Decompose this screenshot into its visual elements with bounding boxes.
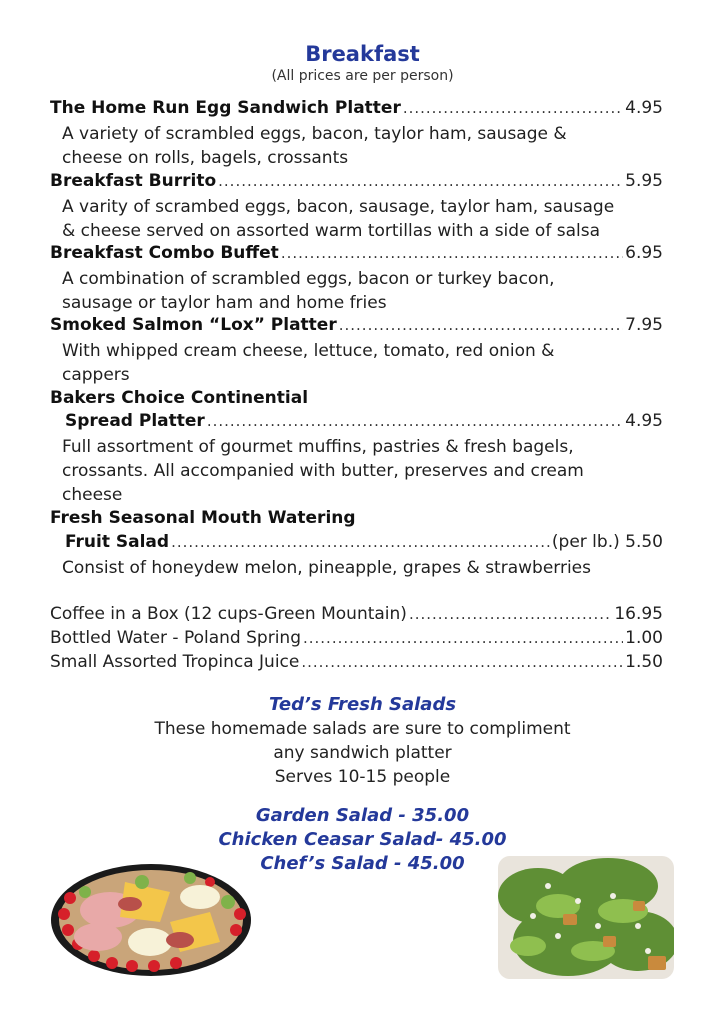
item-description	[62, 195, 614, 243]
item-name: Fruit Salad	[65, 532, 170, 552]
description-line: Consist of honeydew melon, pineapple, grapes & strawberries	[62, 558, 592, 578]
description-line: cheese on rolls, bagels, crossants	[62, 148, 349, 168]
item-description	[62, 267, 555, 315]
menu-item-combo-buffet	[50, 243, 663, 267]
item-price: 7.95	[625, 315, 663, 335]
page-title: Breakfast	[305, 42, 420, 66]
item-name: Spread Platter	[65, 411, 205, 431]
item-description	[62, 556, 591, 580]
description-line: Full assortment of gourmet muffins, pastries & fresh bagels,	[62, 437, 574, 457]
description-line: A variety of scrambled eggs, bacon, taylor ham, sausage &	[62, 124, 567, 144]
price-note: (All prices are per person)	[271, 68, 454, 84]
leader-dots	[281, 244, 623, 262]
leader-dots	[339, 316, 623, 334]
item-description	[62, 339, 554, 387]
leader-dots	[403, 99, 623, 117]
salads-description	[0, 717, 725, 789]
description-line: cappers	[62, 365, 130, 385]
drink-name: Small Assorted Tropinca Juice	[50, 652, 300, 672]
drink-item-juice	[50, 652, 663, 676]
description-line: crossants. All accompanied with butter, preserves and cream	[62, 461, 584, 481]
description-line: With whipped cream cheese, lettuce, tomato, red onion &	[62, 341, 555, 361]
item-name: The Home Run Egg Sandwich Platter	[50, 98, 401, 118]
description-line: A combination of scrambled eggs, bacon or turkey bacon,	[62, 269, 555, 289]
leader-dots	[207, 412, 623, 430]
drink-name: Coffee in a Box (12 cups-Green Mountain)	[50, 604, 407, 624]
description-line: & cheese served on assorted warm tortillas with a side of salsa	[62, 221, 600, 241]
salads-heading: Ted’s Fresh Salads	[268, 694, 457, 715]
menu-item-continental-platter	[50, 411, 663, 435]
item-name: Fresh Seasonal Mouth Watering	[50, 508, 356, 528]
item-name: Breakfast Combo Buffet	[50, 243, 279, 263]
item-price: 4.95	[625, 98, 663, 118]
salad-item-chicken-caesar: Chicken Ceasar Salad- 45.00	[218, 829, 507, 850]
item-name: Breakfast Burrito	[50, 171, 217, 191]
menu-item-home-run	[50, 98, 663, 122]
item-name: Smoked Salmon “Lox” Platter	[50, 315, 337, 335]
description-line: A varity of scrambed eggs, bacon, sausage, taylor ham, sausage	[62, 197, 615, 217]
deli-platter-photo	[50, 862, 252, 978]
drink-price: 1.50	[625, 652, 663, 672]
drink-price: 16.95	[614, 604, 663, 624]
item-price: 4.95	[625, 411, 663, 431]
description-line: sausage or taylor ham and home fries	[62, 293, 387, 313]
leader-dots	[171, 533, 550, 551]
menu-item-lox-platter	[50, 315, 663, 339]
drink-item-water	[50, 628, 663, 652]
item-price: (per lb.) 5.50	[551, 532, 663, 552]
salad-item-garden: Garden Salad - 35.00	[255, 805, 470, 826]
menu-item-burrito	[50, 171, 663, 195]
description-line: cheese	[62, 485, 123, 505]
leader-dots	[301, 653, 623, 671]
leader-dots	[218, 172, 623, 190]
salad-item-chef: Chef’s Salad - 45.00	[260, 853, 465, 874]
leader-dots	[303, 629, 623, 647]
drink-price: 1.00	[625, 628, 663, 648]
drink-item-coffee	[50, 604, 663, 628]
item-name: Bakers Choice Continential	[50, 388, 309, 408]
caesar-salad-photo	[498, 856, 674, 979]
item-description	[62, 122, 567, 170]
item-price: 6.95	[625, 243, 663, 263]
leader-dots	[409, 605, 612, 623]
item-description	[62, 435, 584, 507]
item-price: 5.95	[625, 171, 663, 191]
description-line: any sandwich platter	[273, 743, 452, 763]
menu-item-fruit-salad	[50, 532, 663, 556]
serving-note: Serves 10-15 people	[274, 767, 451, 787]
description-line: These homemade salads are sure to compliment	[154, 719, 571, 739]
drink-name: Bottled Water - Poland Spring	[50, 628, 301, 648]
